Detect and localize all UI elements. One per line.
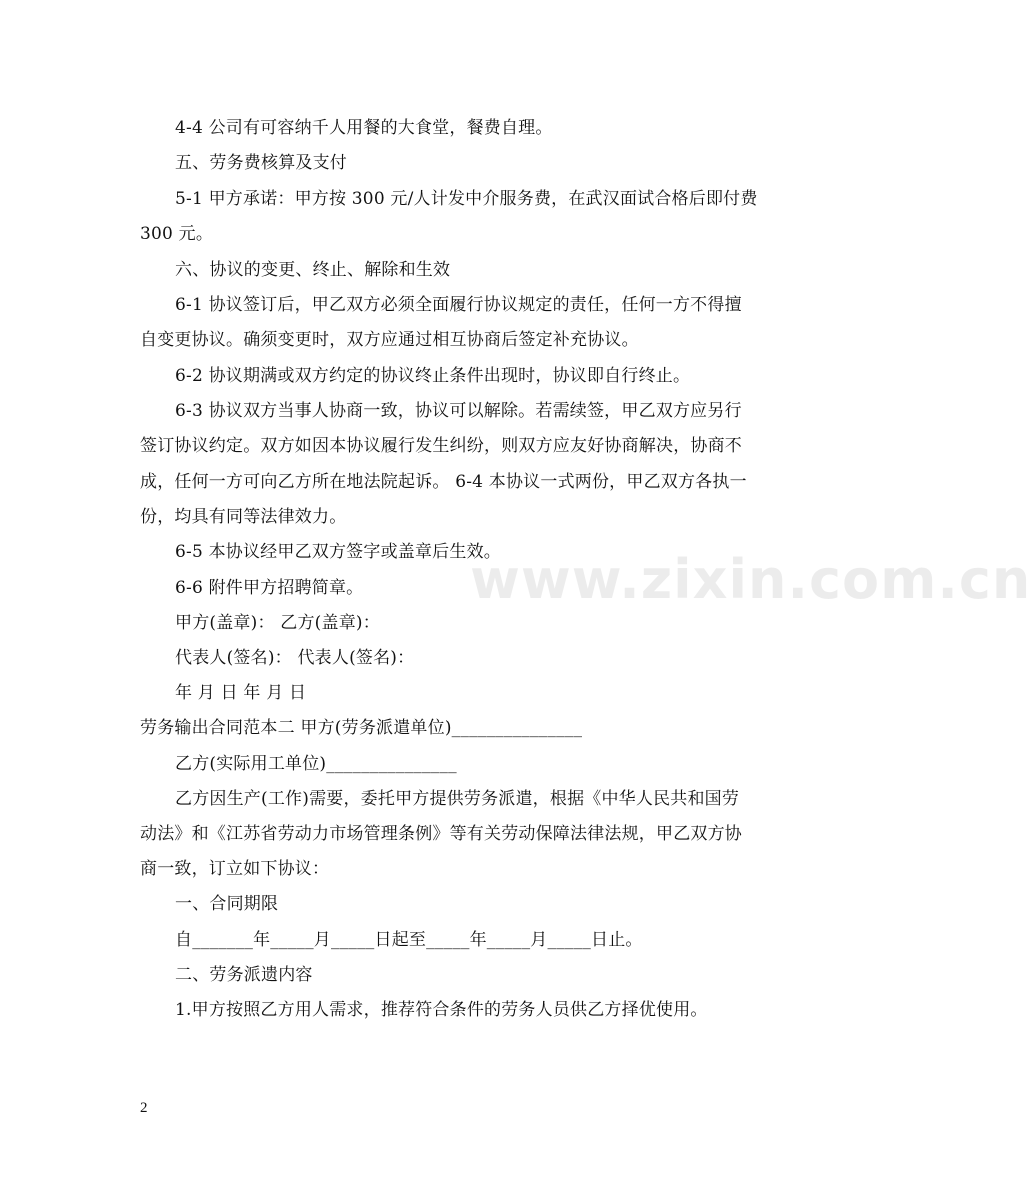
- watermark-text: www.zixin.com.cn: [470, 548, 1031, 611]
- page-number: 2: [140, 1100, 148, 1116]
- preamble-line-2: 动法》和《江苏省劳动力市场管理条例》等有关劳动保障法律法规，甲乙双方协: [140, 824, 742, 844]
- preamble-line-1: 乙方因生产(工作)需要，委托甲方提供劳务派遣，根据《中华人民共和国劳: [175, 789, 740, 809]
- contract-term-line: 自_______年_____月_____日起至_____年_____月_____日止。: [175, 930, 643, 950]
- clause-6-3-line-3: 成，任何一方可向乙方所在地法院起诉。 6-4 本协议一式两份，甲乙双方各执一: [140, 472, 747, 492]
- section-heading-6: 六、协议的变更、终止、解除和生效: [175, 260, 451, 280]
- dispatch-clause-1: 1.甲方按照乙方用人需求，推荐符合条件的劳务人员供乙方择优使用。: [175, 1000, 708, 1020]
- preamble-line-3: 商一致，订立如下协议：: [140, 859, 330, 879]
- clause-6-1-line-1: 6-1 协议签订后，甲乙双方必须全面履行协议规定的责任，任何一方不得擅: [175, 295, 742, 315]
- signature-date-line: 年 月 日 年 月 日: [175, 683, 307, 703]
- clause-4-4: 4-4 公司有可容纳千人用餐的大食堂，餐费自理。: [175, 118, 553, 138]
- section-heading-5: 五、劳务费核算及支付: [175, 153, 347, 173]
- clause-6-3-line-1: 6-3 协议双方当事人协商一致，协议可以解除。若需续签，甲乙双方应另行: [175, 401, 742, 421]
- clause-5-1-line-2: 300 元。: [140, 224, 214, 244]
- section-heading-dispatch: 二、劳务派遗内容: [175, 965, 313, 985]
- clause-5-1-line-1: 5-1 甲方承诺：甲方按 300 元/人计发中介服务费，在武汉面试合格后即付费: [175, 189, 758, 209]
- signature-representative-line: 代表人(签名)： 代表人(签名)：: [175, 648, 415, 668]
- contract-two-title-line: 劳务输出合同范本二 甲方(劳务派遣单位)_______________: [140, 718, 583, 738]
- clause-6-5: 6-5 本协议经甲乙双方签字或盖章后生效。: [175, 542, 501, 562]
- signature-seal-line: 甲方(盖章)： 乙方(盖章)：: [175, 613, 380, 633]
- clause-6-3-line-2: 签订协议约定。双方如因本协议履行发生纠纷，则双方应友好协商解决，协商不: [140, 436, 742, 456]
- section-heading-term: 一、合同期限: [175, 894, 279, 914]
- clause-6-6: 6-6 附件甲方招聘简章。: [175, 578, 364, 598]
- clause-6-4-line-2: 份，均具有同等法律效力。: [140, 507, 347, 527]
- party-b-line: 乙方(实际用工单位)_______________: [175, 754, 457, 774]
- clause-6-2: 6-2 协议期满或双方约定的协议终止条件出现时，协议即自行终止。: [175, 366, 691, 386]
- clause-6-1-line-2: 自变更协议。确须变更时，双方应通过相互协商后签定补充协议。: [140, 330, 639, 350]
